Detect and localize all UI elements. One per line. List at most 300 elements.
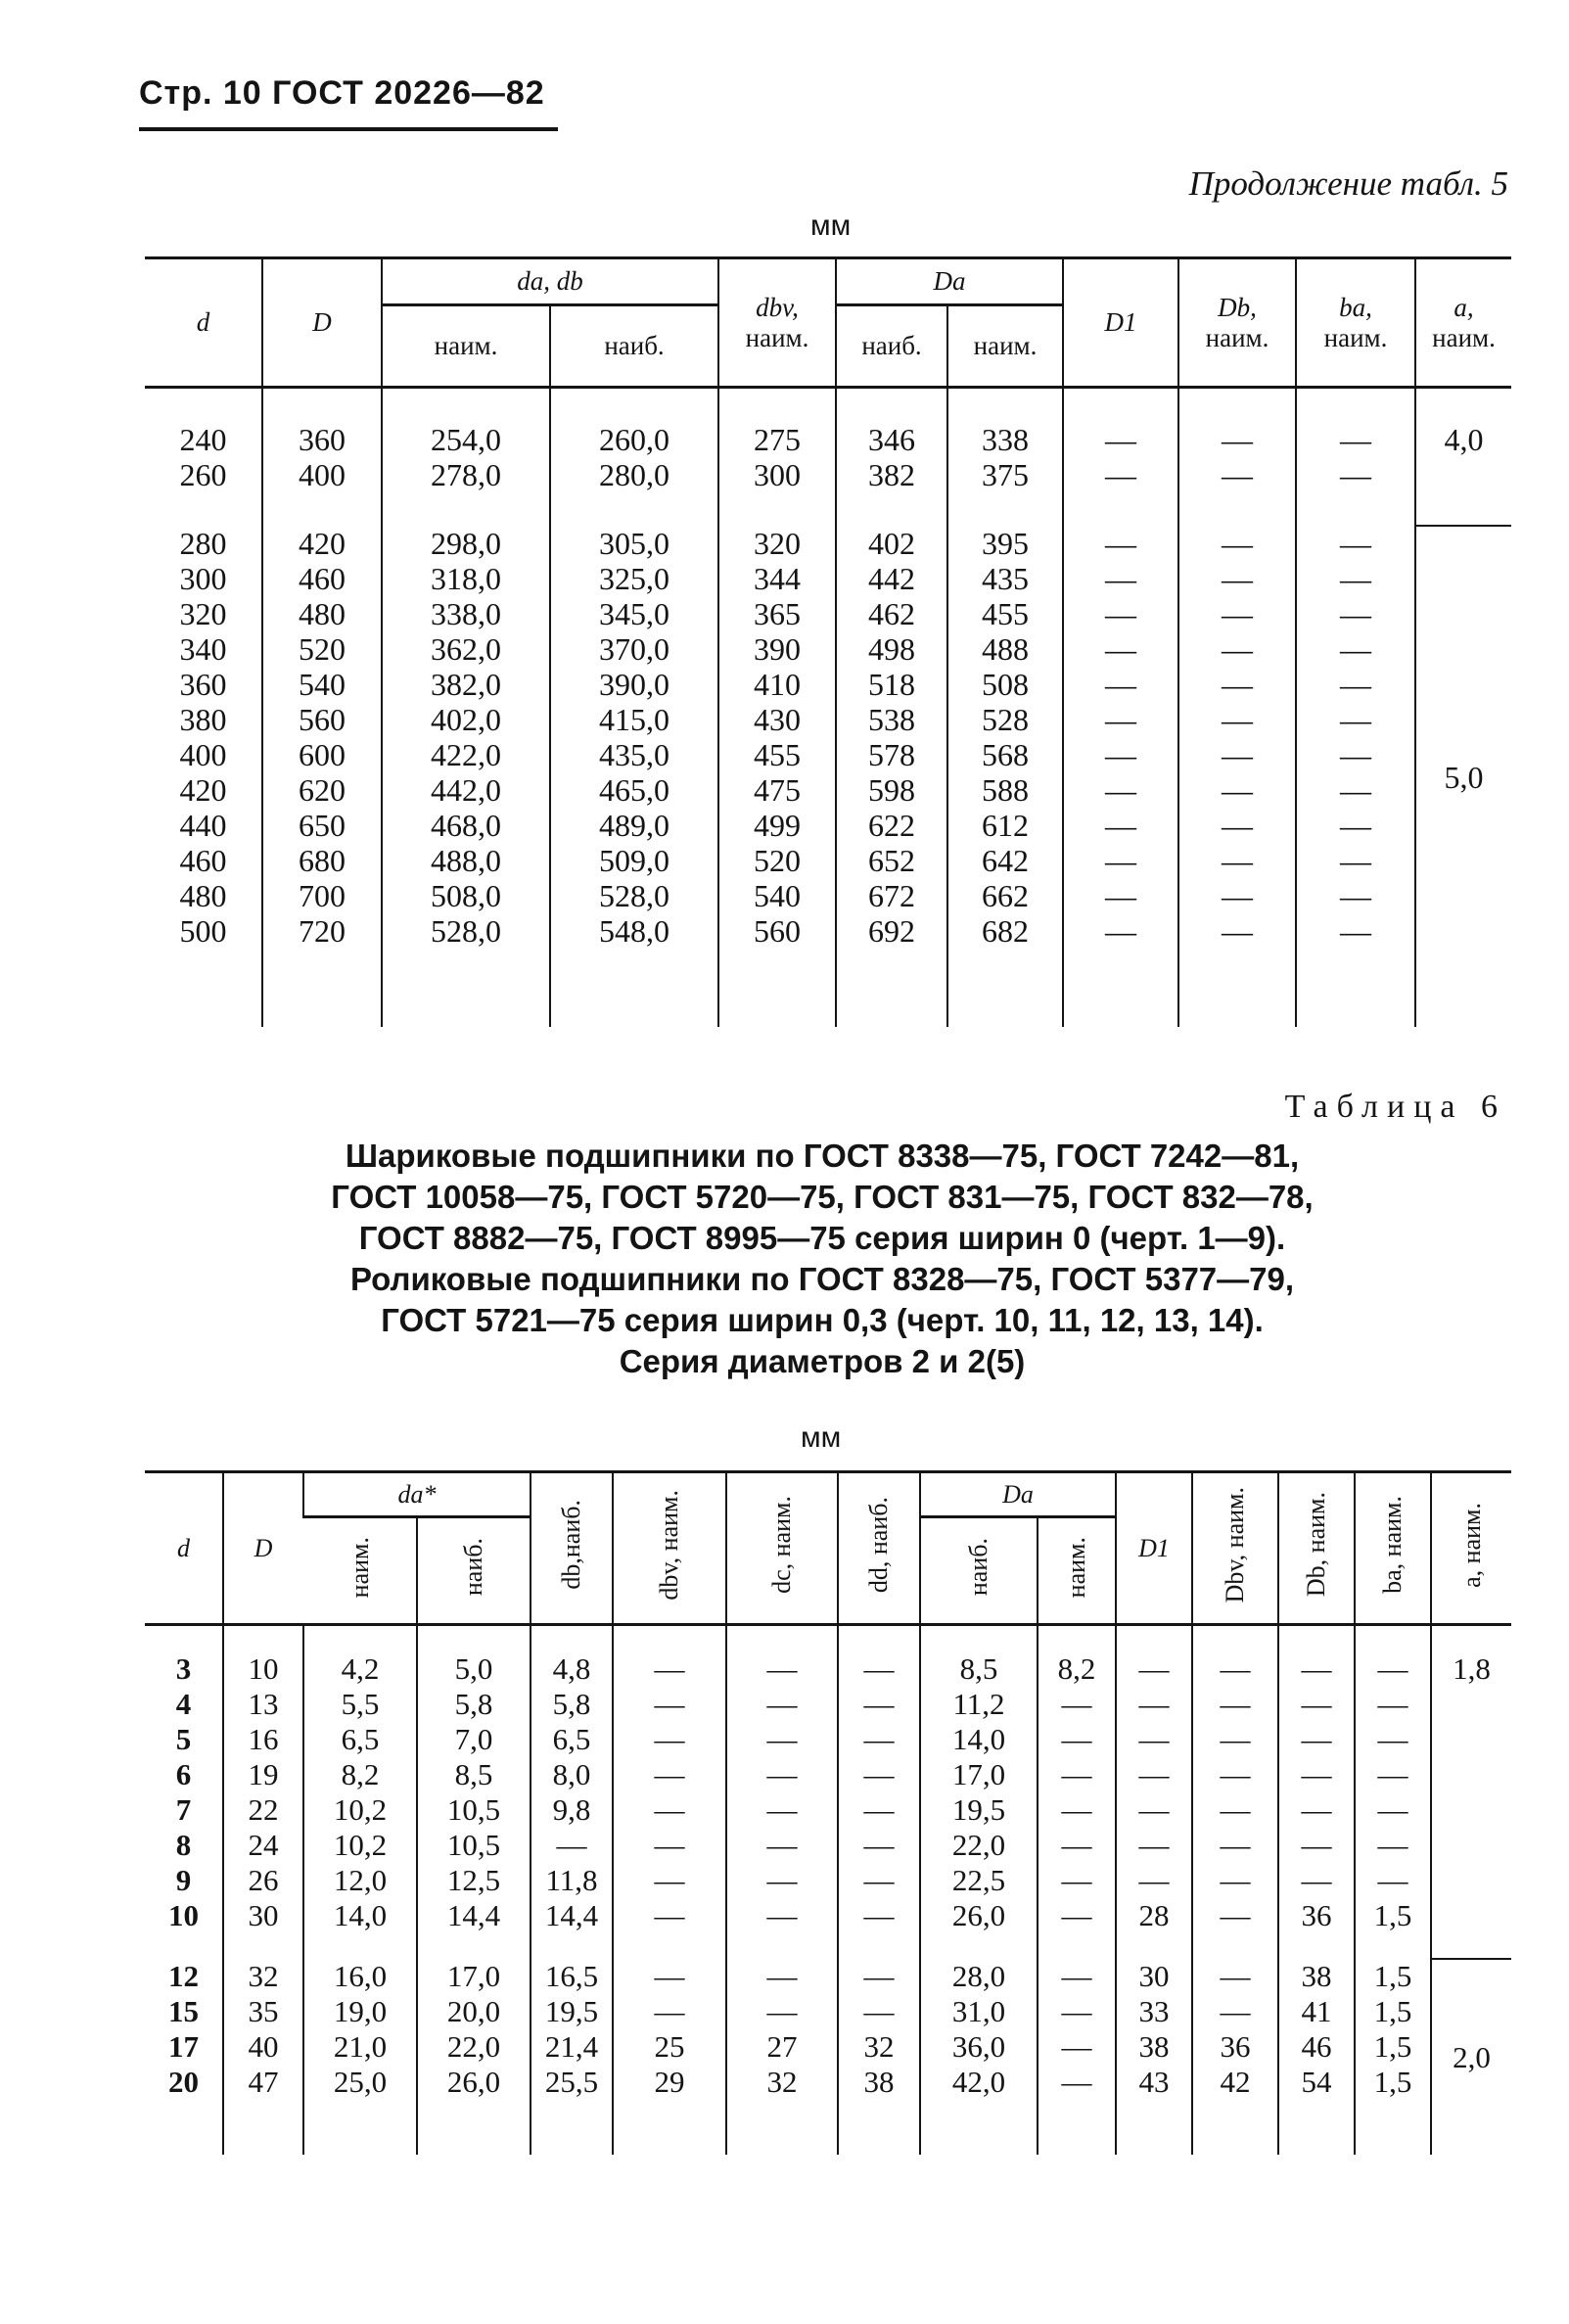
col-Db: Db, наим.: [1278, 1472, 1355, 1625]
table-cell: —: [1178, 737, 1296, 772]
title-line: ГОСТ 10058—75, ГОСТ 5720—75, ГОСТ 831—75, ГОСТ 832—78,: [331, 1179, 1314, 1215]
table-cell: 24: [223, 1828, 303, 1863]
table-cell: —: [1116, 1863, 1192, 1898]
table-row: [145, 422, 1511, 457]
table-cell: 8,5: [417, 1757, 531, 1792]
table-cell: —: [1355, 1792, 1431, 1828]
table-6: [145, 1470, 1511, 2155]
table-cell: —: [726, 1722, 838, 1757]
table-cell: 380: [179, 702, 227, 737]
table-row: [145, 2029, 1511, 2065]
spacer-row: [145, 388, 1511, 423]
table-cell: —: [1278, 1792, 1355, 1828]
table-cell: 465,0: [550, 772, 718, 808]
table-cell: —: [1296, 596, 1415, 631]
table-cell: 422,0: [382, 737, 550, 772]
table-cell: 1,5: [1355, 2065, 1431, 2100]
table-cell: 498: [836, 631, 947, 667]
table-cell: 6,5: [303, 1722, 417, 1757]
table-cell: 642: [947, 843, 1063, 878]
table-cell: 382: [836, 457, 947, 492]
table-row: [145, 913, 1511, 949]
table-cell: 1,5: [1355, 1959, 1431, 1994]
a-value-cell: 2,0: [1431, 1959, 1511, 2155]
table-cell: 540: [262, 667, 382, 702]
table-cell: 345,0: [550, 596, 718, 631]
table-cell: 365: [718, 596, 836, 631]
table-cell: —: [726, 1651, 838, 1687]
table-cell: 38: [838, 2065, 920, 2100]
table-cell: —: [1278, 1651, 1355, 1687]
table-cell: 305,0: [550, 526, 718, 561]
table-cell: —: [1192, 1994, 1278, 2029]
table-cell: —: [1278, 1757, 1355, 1792]
table-cell: —: [1192, 1687, 1278, 1722]
table-cell: 40: [223, 2029, 303, 2065]
table-cell: —: [838, 1994, 920, 2029]
table-cell: 280: [179, 526, 227, 561]
table-cell: —: [1355, 1651, 1431, 1687]
table-cell: —: [1192, 1898, 1278, 1933]
table-cell: —: [838, 1792, 920, 1828]
table-cell: —: [1116, 1722, 1192, 1757]
table-cell: 568: [947, 737, 1063, 772]
table-cell: —: [1178, 631, 1296, 667]
table-cell: —: [1296, 843, 1415, 878]
table-cell: —: [1178, 596, 1296, 631]
table-cell: 32: [726, 2065, 838, 2100]
col-Da-min: наим.: [947, 305, 1063, 388]
table-cell: 652: [836, 843, 947, 878]
a-value-cell: 4,0: [1415, 422, 1511, 526]
table-cell: 29: [613, 2065, 726, 2100]
table-cell: —: [1178, 457, 1296, 492]
table-cell: 11,2: [920, 1687, 1038, 1722]
table-cell: 20: [168, 2065, 199, 2099]
table-cell: 10,2: [303, 1828, 417, 1863]
table-cell: —: [1355, 1828, 1431, 1863]
table-row: [145, 2065, 1511, 2100]
col-Da-max: наиб.: [836, 305, 947, 388]
table-cell: —: [1192, 1828, 1278, 1863]
table-cell: —: [1038, 1722, 1116, 1757]
table-cell: 26,0: [920, 1898, 1038, 1933]
table-cell: 19,5: [920, 1792, 1038, 1828]
table-cell: 362,0: [382, 631, 550, 667]
page-header: Стр. 10 ГОСТ 20226—82: [139, 74, 545, 112]
table-cell: 680: [262, 843, 382, 878]
table-cell: 375: [947, 457, 1063, 492]
table-cell: 240: [179, 422, 227, 457]
table-cell: —: [1063, 561, 1178, 596]
table-cell: 22: [223, 1792, 303, 1828]
header-rule: [139, 127, 558, 131]
table-cell: 10,2: [303, 1792, 417, 1828]
table-cell: —: [726, 1959, 838, 1994]
col-da-max: наиб.: [550, 305, 718, 388]
table-cell: 346: [836, 422, 947, 457]
table-cell: 36: [1192, 2029, 1278, 2065]
table-cell: —: [1355, 1722, 1431, 1757]
units-label-table5: мм: [810, 209, 852, 242]
table-cell: —: [1178, 422, 1296, 457]
table-cell: 36,0: [920, 2029, 1038, 2065]
table-cell: —: [726, 1757, 838, 1792]
col-ba: ba, наим.: [1355, 1472, 1431, 1625]
table-cell: 14,4: [417, 1898, 531, 1933]
table-cell: 4,2: [303, 1651, 417, 1687]
col-da: da*: [303, 1472, 531, 1517]
table-cell: —: [838, 1898, 920, 1933]
table-cell: 538: [836, 702, 947, 737]
table-cell: 598: [836, 772, 947, 808]
table-cell: —: [1063, 631, 1178, 667]
table-cell: 588: [947, 772, 1063, 808]
table-cell: 442: [836, 561, 947, 596]
table-cell: 662: [947, 878, 1063, 913]
table-row: [145, 596, 1511, 631]
table-cell: 38: [1278, 1959, 1355, 1994]
col-Dbv: Dbv, наим.: [1192, 1472, 1278, 1625]
table-cell: —: [1116, 1651, 1192, 1687]
col-d: d: [145, 258, 262, 388]
table-cell: 548,0: [550, 913, 718, 949]
table-row: [145, 737, 1511, 772]
table-cell: 35: [223, 1994, 303, 2029]
table-cell: 6,5: [531, 1722, 613, 1757]
table-cell: —: [1178, 772, 1296, 808]
table-cell: —: [613, 1687, 726, 1722]
col-Da-max: наиб.: [920, 1517, 1038, 1625]
table-cell: —: [1178, 808, 1296, 843]
table-cell: —: [1178, 843, 1296, 878]
table-cell: —: [1192, 1757, 1278, 1792]
table-cell: 14,4: [531, 1898, 613, 1933]
table-row: [145, 878, 1511, 913]
table-cell: 410: [718, 667, 836, 702]
table-cell: —: [838, 1863, 920, 1898]
col-dc: dc, наим.: [726, 1472, 838, 1625]
table-cell: 260,0: [550, 422, 718, 457]
col-Da-min: наим.: [1038, 1517, 1116, 1625]
table-row: [145, 1792, 1511, 1828]
table-cell: 3: [175, 1651, 192, 1686]
table-cell: 360: [179, 667, 227, 702]
table-cell: 41: [1278, 1994, 1355, 2029]
table-cell: —: [1296, 737, 1415, 772]
table-cell: —: [726, 1828, 838, 1863]
table-cell: 25,5: [531, 2065, 613, 2100]
table-cell: —: [1038, 1898, 1116, 1933]
table-cell: —: [838, 1828, 920, 1863]
table-cell: 21,4: [531, 2029, 613, 2065]
table-cell: —: [1278, 1863, 1355, 1898]
table-6-label: Таблица 6: [1284, 1089, 1506, 1125]
table-cell: 10,5: [417, 1828, 531, 1863]
table-row: [145, 1863, 1511, 1898]
table-cell: 47: [223, 2065, 303, 2100]
table-cell: 31,0: [920, 1994, 1038, 2029]
table-6-title: [137, 1136, 1507, 1382]
table-cell: 8,2: [1038, 1651, 1116, 1687]
title-line: Серия диаметров 2 и 2(5): [619, 1343, 1026, 1379]
table-cell: 508,0: [382, 878, 550, 913]
table-cell: 20,0: [417, 1994, 531, 2029]
table-cell: 320: [718, 526, 836, 561]
table-cell: —: [1192, 1792, 1278, 1828]
table-row: [145, 667, 1511, 702]
table-cell: 8,0: [531, 1757, 613, 1792]
table-cell: —: [613, 1994, 726, 2029]
table-cell: —: [1278, 1828, 1355, 1863]
table-cell: 26,0: [417, 2065, 531, 2100]
table-cell: 54: [1278, 2065, 1355, 2100]
table-row: [145, 1722, 1511, 1757]
table-cell: 9,8: [531, 1792, 613, 1828]
spacer-row: [145, 492, 1511, 526]
table-cell: —: [1296, 631, 1415, 667]
col-ba: ba, наим.: [1296, 258, 1415, 388]
table-cell: 43: [1116, 2065, 1192, 2100]
table-cell: —: [1296, 878, 1415, 913]
table-cell: 5: [175, 1722, 192, 1756]
table-cell: —: [726, 1687, 838, 1722]
table-cell: 25: [613, 2029, 726, 2065]
table-cell: 692: [836, 913, 947, 949]
table-row: [145, 702, 1511, 737]
table-cell: 360: [262, 422, 382, 457]
table-cell: 8,2: [303, 1757, 417, 1792]
col-da-max: наиб.: [417, 1517, 531, 1625]
table-cell: 7,0: [417, 1722, 531, 1757]
table-cell: 468,0: [382, 808, 550, 843]
col-dbv: dbv, наим.: [613, 1472, 726, 1625]
spacer-row: [145, 2100, 1511, 2155]
table-cell: 16: [223, 1722, 303, 1757]
table-cell: 19,0: [303, 1994, 417, 2029]
table-cell: —: [1296, 526, 1415, 561]
table-cell: 700: [262, 878, 382, 913]
a-value-cell: 1,8: [1431, 1651, 1511, 1959]
table-cell: —: [1278, 1687, 1355, 1722]
table-row: [145, 772, 1511, 808]
title-line: Роликовые подшипники по ГОСТ 8328—75, ГОСТ 5377—79,: [349, 1261, 1295, 1297]
table-cell: —: [1296, 422, 1415, 457]
table-cell: 25,0: [303, 2065, 417, 2100]
spacer-row: [145, 1933, 1511, 1959]
table-cell: —: [838, 1687, 920, 1722]
table-cell: 395: [947, 526, 1063, 561]
table-cell: —: [1038, 2029, 1116, 2065]
table-cell: —: [1178, 526, 1296, 561]
table-cell: 480: [262, 596, 382, 631]
table-cell: 340: [179, 631, 227, 667]
table-cell: 462: [836, 596, 947, 631]
title-line: Шариковые подшипники по ГОСТ 8338—75, ГОСТ 7242—81,: [345, 1138, 1300, 1174]
table-cell: 38: [1116, 2029, 1192, 2065]
table-cell: 318,0: [382, 561, 550, 596]
table-cell: 500: [179, 913, 227, 949]
table-continuation-label: Продолжение табл. 5: [1188, 164, 1508, 203]
table-cell: —: [726, 1863, 838, 1898]
units-label-table6: мм: [801, 1421, 842, 1454]
table-cell: 475: [718, 772, 836, 808]
table-row: [145, 843, 1511, 878]
table-cell: 578: [836, 737, 947, 772]
table-cell: 275: [718, 422, 836, 457]
table-cell: —: [1355, 1863, 1431, 1898]
table-cell: 460: [262, 561, 382, 596]
table-cell: 400: [262, 457, 382, 492]
table-cell: —: [1063, 596, 1178, 631]
table-cell: —: [613, 1757, 726, 1792]
table-cell: 338,0: [382, 596, 550, 631]
table-cell: —: [1178, 702, 1296, 737]
table-cell: 42: [1192, 2065, 1278, 2100]
table-cell: 488,0: [382, 843, 550, 878]
table-cell: —: [1116, 1687, 1192, 1722]
table-cell: 10: [223, 1651, 303, 1687]
table-row: [145, 1959, 1511, 1994]
col-a: a, наим.: [1415, 258, 1511, 388]
table-cell: 5,8: [417, 1687, 531, 1722]
table-cell: —: [1063, 422, 1178, 457]
table-cell: 488: [947, 631, 1063, 667]
title-line: ГОСТ 5721—75 серия ширин 0,3 (черт. 10, 11, 12, 13, 14).: [381, 1302, 1264, 1338]
col-D1: D1: [1116, 1472, 1192, 1625]
table-cell: 1,5: [1355, 2029, 1431, 2065]
table-cell: 5,5: [303, 1687, 417, 1722]
table-cell: 280,0: [550, 457, 718, 492]
table-cell: 518: [836, 667, 947, 702]
table-cell: 12: [168, 1959, 199, 1993]
table-cell: 12,5: [417, 1863, 531, 1898]
table-cell: 260: [179, 457, 227, 492]
table-cell: 420: [179, 772, 227, 808]
table-cell: 720: [262, 913, 382, 949]
table-cell: —: [1178, 561, 1296, 596]
table-cell: —: [1296, 772, 1415, 808]
table-cell: —: [1038, 1959, 1116, 1994]
table-cell: —: [1038, 1863, 1116, 1898]
table-cell: —: [1296, 702, 1415, 737]
table-row: [145, 1757, 1511, 1792]
table-cell: 620: [262, 772, 382, 808]
table-cell: —: [1038, 1757, 1116, 1792]
table-cell: 682: [947, 913, 1063, 949]
table-cell: —: [1038, 2065, 1116, 2100]
table-cell: 528,0: [382, 913, 550, 949]
table-cell: —: [1116, 1792, 1192, 1828]
table-cell: 435,0: [550, 737, 718, 772]
table-cell: —: [838, 1722, 920, 1757]
table-cell: 402,0: [382, 702, 550, 737]
table-cell: 17,0: [920, 1757, 1038, 1792]
table-cell: 16,0: [303, 1959, 417, 1994]
table-cell: 17,0: [417, 1959, 531, 1994]
table-cell: 344: [718, 561, 836, 596]
table-cell: 4,8: [531, 1651, 613, 1687]
table-cell: 442,0: [382, 772, 550, 808]
table-cell: 14,0: [303, 1898, 417, 1933]
table-cell: —: [1192, 1863, 1278, 1898]
table-5: [145, 256, 1511, 1027]
table-cell: 1,5: [1355, 1898, 1431, 1933]
table-cell: 520: [262, 631, 382, 667]
table-cell: 42,0: [920, 2065, 1038, 2100]
table-row: [145, 457, 1511, 492]
col-dd: dd, наиб.: [838, 1472, 920, 1625]
table-row: [145, 1898, 1511, 1933]
table-cell: —: [1063, 457, 1178, 492]
table-cell: —: [1063, 667, 1178, 702]
table-cell: 26: [223, 1863, 303, 1898]
table-cell: 5,0: [417, 1651, 531, 1687]
col-db: db,наиб.: [531, 1472, 613, 1625]
a-value-cell: 5,0: [1415, 526, 1511, 1027]
table-cell: 22,0: [920, 1828, 1038, 1863]
table-cell: —: [726, 1792, 838, 1828]
col-Db: Db, наим.: [1178, 258, 1296, 388]
col-D1: D1: [1063, 258, 1178, 388]
table-cell: 1,5: [1355, 1994, 1431, 2029]
table-cell: 46: [1278, 2029, 1355, 2065]
table-cell: 528,0: [550, 878, 718, 913]
table-cell: 325,0: [550, 561, 718, 596]
table-cell: —: [1192, 1959, 1278, 1994]
table-cell: 672: [836, 878, 947, 913]
table-cell: 390,0: [550, 667, 718, 702]
table-cell: —: [1178, 913, 1296, 949]
table-cell: —: [1355, 1687, 1431, 1722]
spacer-row: [145, 949, 1511, 1027]
table-cell: —: [1063, 702, 1178, 737]
table-row: [145, 1828, 1511, 1863]
col-da-db: da, db: [382, 258, 718, 305]
table-cell: —: [1296, 667, 1415, 702]
table-cell: —: [1178, 878, 1296, 913]
table-row: [145, 561, 1511, 596]
table-cell: 612: [947, 808, 1063, 843]
col-D: D: [262, 258, 382, 388]
table-cell: 14,0: [920, 1722, 1038, 1757]
table-cell: —: [1278, 1722, 1355, 1757]
table-cell: —: [1355, 1757, 1431, 1792]
col-dbv: dbv, наим.: [718, 258, 836, 388]
table-cell: 338: [947, 422, 1063, 457]
table-cell: 430: [718, 702, 836, 737]
col-a: a, наим.: [1431, 1472, 1511, 1625]
table-cell: 28: [1116, 1898, 1192, 1933]
table-cell: 520: [718, 843, 836, 878]
table-cell: 509,0: [550, 843, 718, 878]
col-Da: Da: [920, 1472, 1116, 1517]
table-cell: 17: [168, 2029, 199, 2064]
table-cell: 440: [179, 808, 227, 843]
title-line: ГОСТ 8882—75, ГОСТ 8995—75 серия ширин 0 (черт. 1—9).: [358, 1220, 1286, 1256]
table-cell: —: [613, 1651, 726, 1687]
table-cell: —: [1116, 1757, 1192, 1792]
table-cell: —: [1296, 457, 1415, 492]
table-cell: —: [613, 1863, 726, 1898]
table-cell: 12,0: [303, 1863, 417, 1898]
col-da-min: наим.: [382, 305, 550, 388]
table-cell: 435: [947, 561, 1063, 596]
table-cell: 528: [947, 702, 1063, 737]
table-cell: 382,0: [382, 667, 550, 702]
table-cell: 400: [179, 737, 227, 772]
table-cell: —: [1038, 1792, 1116, 1828]
